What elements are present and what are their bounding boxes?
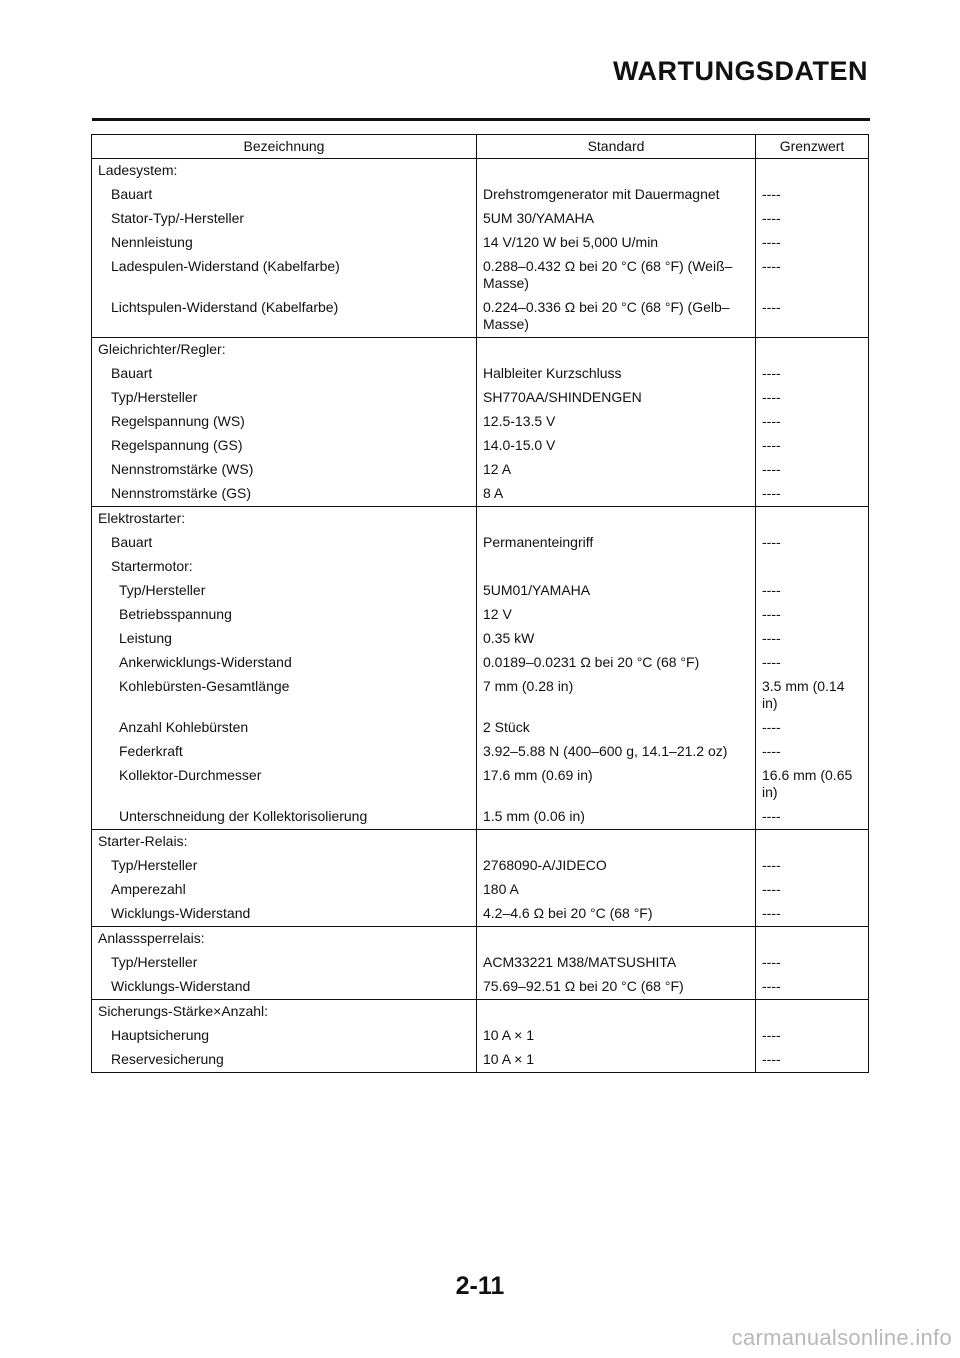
spec-standard: 14 V/120 W bei 5,000 U/min xyxy=(477,231,756,255)
group-standard-cell xyxy=(477,338,756,363)
spec-limit: ---- xyxy=(756,805,869,830)
table-row xyxy=(92,296,869,338)
spec-name: Typ/Hersteller xyxy=(92,579,477,603)
spec-limit: ---- xyxy=(756,207,869,231)
spec-name: Betriebsspannung xyxy=(92,603,477,627)
group-standard-cell xyxy=(477,830,756,855)
spec-limit: ---- xyxy=(756,951,869,975)
spec-limit: ---- xyxy=(756,854,869,878)
spec-standard: 17.6 mm (0.69 in) xyxy=(477,764,756,805)
spec-name: Nennstromstärke (GS) xyxy=(92,482,477,507)
spec-name: Hauptsicherung xyxy=(92,1024,477,1048)
spec-standard: 3.92–5.88 N (400–600 g, 14.1–21.2 oz) xyxy=(477,740,756,764)
table-row xyxy=(92,482,869,507)
page-number: 2-11 xyxy=(455,1272,505,1300)
spec-limit: ---- xyxy=(756,434,869,458)
spec-name: Kohlebürsten-Gesamtlänge xyxy=(92,675,477,716)
spec-limit: ---- xyxy=(756,1024,869,1048)
spec-limit: ---- xyxy=(756,231,869,255)
group-title: Elektrostarter: xyxy=(92,507,477,532)
table-row xyxy=(92,878,869,902)
spec-limit: ---- xyxy=(756,410,869,434)
table-row xyxy=(92,255,869,296)
spec-standard: Halbleiter Kurzschluss xyxy=(477,362,756,386)
table-row xyxy=(92,902,869,927)
group-title: Gleichrichter/Regler: xyxy=(92,338,477,363)
spec-standard: 0.35 kW xyxy=(477,627,756,651)
spec-standard: 5UM 30/YAMAHA xyxy=(477,207,756,231)
page-title: WARTUNGSDATEN xyxy=(613,56,868,86)
group-header-row xyxy=(92,830,869,855)
spec-standard: 1.5 mm (0.06 in) xyxy=(477,805,756,830)
spec-standard: 0.224–0.336 Ω bei 20 °C (68 °F) (Gelb–Masse) xyxy=(477,296,756,338)
table-row xyxy=(92,805,869,830)
spec-name: Amperezahl xyxy=(92,878,477,902)
spec-limit xyxy=(756,555,869,579)
table-row xyxy=(92,410,869,434)
spec-name: Typ/Hersteller xyxy=(92,386,477,410)
spec-standard: 4.2–4.6 Ω bei 20 °C (68 °F) xyxy=(477,902,756,927)
table-row xyxy=(92,531,869,555)
column-header-grenzwert: Grenzwert xyxy=(756,135,869,159)
spec-standard: 14.0-15.0 V xyxy=(477,434,756,458)
spec-standard: 5UM01/YAMAHA xyxy=(477,579,756,603)
spec-standard: 7 mm (0.28 in) xyxy=(477,675,756,716)
column-header-bezeichnung: Bezeichnung xyxy=(92,135,477,159)
spec-name: Nennleistung xyxy=(92,231,477,255)
group-limit-cell xyxy=(756,927,869,952)
group-limit-cell xyxy=(756,1000,869,1025)
spec-standard: 2 Stück xyxy=(477,716,756,740)
table-row xyxy=(92,183,869,207)
group-limit-cell xyxy=(756,830,869,855)
spec-standard: Drehstromgenerator mit Dauermagnet xyxy=(477,183,756,207)
spec-name: Ladespulen-Widerstand (Kabelfarbe) xyxy=(92,255,477,296)
table-row xyxy=(92,675,869,716)
spec-limit: ---- xyxy=(756,878,869,902)
table-row xyxy=(92,975,869,1000)
spec-standard: 8 A xyxy=(477,482,756,507)
spec-standard: 0.0189–0.0231 Ω bei 20 °C (68 °F) xyxy=(477,651,756,675)
spec-limit: ---- xyxy=(756,1048,869,1073)
spec-name: Reservesicherung xyxy=(92,1048,477,1073)
title-rule xyxy=(92,118,870,121)
group-limit-cell xyxy=(756,507,869,532)
table-header-row xyxy=(92,135,869,159)
spec-name: Federkraft xyxy=(92,740,477,764)
spec-standard: 0.288–0.432 Ω bei 20 °C (68 °F) (Weiß–Masse) xyxy=(477,255,756,296)
group-limit-cell xyxy=(756,338,869,363)
group-header-row xyxy=(92,338,869,363)
group-standard-cell xyxy=(477,1000,756,1025)
spec-limit: ---- xyxy=(756,716,869,740)
table-row xyxy=(92,951,869,975)
spec-limit: ---- xyxy=(756,531,869,555)
spec-standard: 10 A × 1 xyxy=(477,1048,756,1073)
spec-standard: Permanenteingriff xyxy=(477,531,756,555)
spec-limit: ---- xyxy=(756,627,869,651)
spec-name: Stator-Typ/-Hersteller xyxy=(92,207,477,231)
column-header-standard: Standard xyxy=(477,135,756,159)
group-header-row xyxy=(92,1000,869,1025)
group-title: Ladesystem: xyxy=(92,159,477,184)
table-row xyxy=(92,764,869,805)
group-header-row xyxy=(92,159,869,184)
table-row xyxy=(92,386,869,410)
spec-limit: ---- xyxy=(756,740,869,764)
spec-name: Nennstromstärke (WS) xyxy=(92,458,477,482)
spec-name: Ankerwicklungs-Widerstand xyxy=(92,651,477,675)
table-row xyxy=(92,555,869,579)
footer-watermark: carmanualsonline.info xyxy=(731,1325,952,1350)
table-row xyxy=(92,1048,869,1073)
spec-name: Leistung xyxy=(92,627,477,651)
table-row xyxy=(92,651,869,675)
table-row xyxy=(92,716,869,740)
table-row xyxy=(92,362,869,386)
spec-limit: ---- xyxy=(756,183,869,207)
spec-standard: 180 A xyxy=(477,878,756,902)
spec-name: Wicklungs-Widerstand xyxy=(92,975,477,1000)
table-row xyxy=(92,207,869,231)
spec-name: Unterschneidung der Kollektorisolierung xyxy=(92,805,477,830)
spec-name: Bauart xyxy=(92,362,477,386)
spec-limit: ---- xyxy=(756,296,869,338)
spec-standard xyxy=(477,555,756,579)
group-title: Starter-Relais: xyxy=(92,830,477,855)
spec-name: Startermotor: xyxy=(92,555,477,579)
spec-standard: 12.5-13.5 V xyxy=(477,410,756,434)
group-standard-cell xyxy=(477,507,756,532)
spec-limit: ---- xyxy=(756,975,869,1000)
group-title: Sicherungs-Stärke×Anzahl: xyxy=(92,1000,477,1025)
group-header-row xyxy=(92,927,869,952)
spec-table-body xyxy=(92,159,869,1073)
table-row xyxy=(92,458,869,482)
spec-standard: 12 V xyxy=(477,603,756,627)
spec-limit: ---- xyxy=(756,603,869,627)
spec-limit: ---- xyxy=(756,482,869,507)
group-title: Anlasssperrelais: xyxy=(92,927,477,952)
spec-limit: ---- xyxy=(756,651,869,675)
table-row xyxy=(92,854,869,878)
group-standard-cell xyxy=(477,159,756,184)
spec-limit: ---- xyxy=(756,255,869,296)
spec-standard: 2768090-A/JIDECO xyxy=(477,854,756,878)
spec-name: Wicklungs-Widerstand xyxy=(92,902,477,927)
spec-limit: ---- xyxy=(756,458,869,482)
spec-name: Typ/Hersteller xyxy=(92,951,477,975)
group-standard-cell xyxy=(477,927,756,952)
spec-limit: ---- xyxy=(756,579,869,603)
spec-name: Typ/Hersteller xyxy=(92,854,477,878)
spec-standard: ACM33221 M38/MATSUSHITA xyxy=(477,951,756,975)
spec-limit: ---- xyxy=(756,362,869,386)
spec-name: Lichtspulen-Widerstand (Kabelfarbe) xyxy=(92,296,477,338)
table-row xyxy=(92,740,869,764)
spec-standard: 75.69–92.51 Ω bei 20 °C (68 °F) xyxy=(477,975,756,1000)
spec-name: Regelspannung (GS) xyxy=(92,434,477,458)
table-row xyxy=(92,434,869,458)
spec-name: Bauart xyxy=(92,531,477,555)
spec-standard: 12 A xyxy=(477,458,756,482)
group-limit-cell xyxy=(756,159,869,184)
spec-name: Anzahl Kohlebürsten xyxy=(92,716,477,740)
spec-standard: 10 A × 1 xyxy=(477,1024,756,1048)
spec-limit: 3.5 mm (0.14 in) xyxy=(756,675,869,716)
table-row xyxy=(92,1024,869,1048)
spec-standard: SH770AA/SHINDENGEN xyxy=(477,386,756,410)
spec-name: Regelspannung (WS) xyxy=(92,410,477,434)
spec-limit: ---- xyxy=(756,902,869,927)
table-row xyxy=(92,627,869,651)
group-header-row xyxy=(92,507,869,532)
spec-table xyxy=(91,134,869,1073)
spec-limit: ---- xyxy=(756,386,869,410)
table-row xyxy=(92,603,869,627)
spec-limit: 16.6 mm (0.65 in) xyxy=(756,764,869,805)
spec-name: Kollektor-Durchmesser xyxy=(92,764,477,805)
table-row xyxy=(92,579,869,603)
table-row xyxy=(92,231,869,255)
spec-name: Bauart xyxy=(92,183,477,207)
